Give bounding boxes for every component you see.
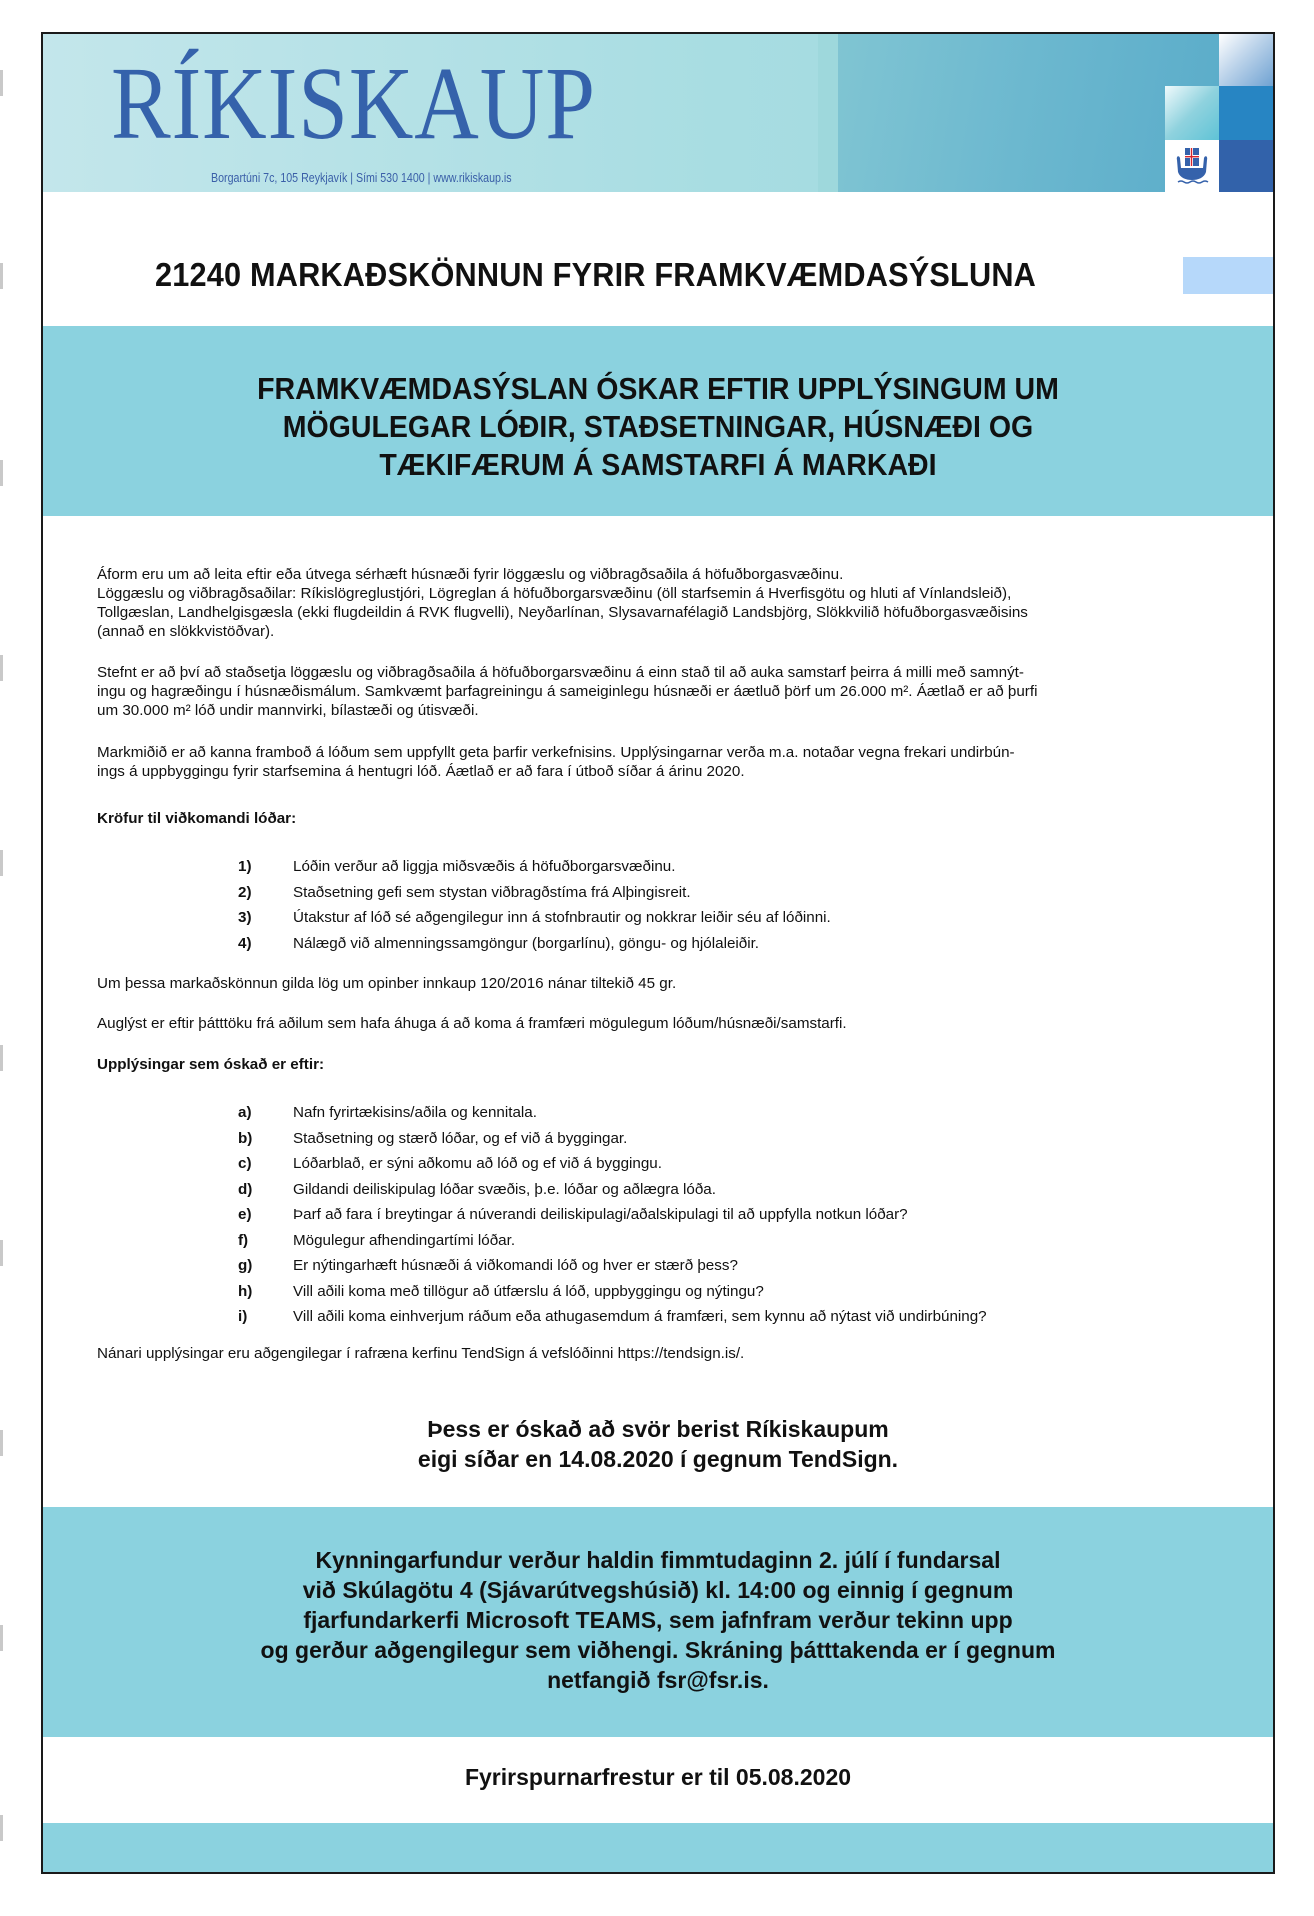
meeting-line: netfangið fsr@fsr.is. [547, 1667, 769, 1693]
decor-block [1219, 140, 1273, 192]
paragraph-line: Löggæslu og viðbragðsaðilar: Ríkislögreglustjóri, Lögreglan á höfuðborgarsvæðinu (öll starfsemin á Hverfisgötu og hluti af Vínlandsleið), [97, 585, 1012, 602]
headline-line: FRAMKVÆMDASÝSLAN ÓSKAR EFTIR UPPLÝSINGUM UM [257, 371, 1059, 406]
scan-edge-mark [0, 1430, 3, 1456]
list-text: Staðsetning gefi sem stystan viðbragðstíma frá Alþingisreit. [293, 883, 691, 901]
law-note: Um þessa markaðskönnun gilda lög um opinber innkaup 120/2016 nánar tiltekið 45 gr. [97, 975, 677, 992]
scan-edge-mark [0, 1045, 3, 1071]
list-item [238, 1129, 1238, 1155]
list-marker: f) [238, 1231, 249, 1249]
title-accent-block [1183, 257, 1273, 294]
intro-paragraph [97, 565, 1247, 641]
list-item [238, 1307, 1238, 1333]
decor-block [1219, 34, 1273, 86]
list-text: Gildandi deiliskipulag lóðar svæðis, þ.e. lóðar og aðlægra lóða. [293, 1180, 716, 1198]
paragraph-line: Markmiðið er að kanna framboð á lóðum sem uppfyllt geta þarfir verkefnisins. Upplýsingarnar verða m.a. notaðar vegna frekari undirbún- [97, 744, 1015, 761]
list-text: Þarf að fara í breytingar á núverandi deiliskipulagi/aðalskipulagi til að uppfylla notkun lóðar? [293, 1206, 908, 1223]
list-marker: 3) [238, 909, 252, 926]
headline-band [43, 326, 1273, 516]
list-text: Vill aðili koma einhverjum ráðum eða athugasemdum á framfæri, sem kynnu að nýtast við undirbúning? [293, 1308, 987, 1325]
decor-block [1165, 86, 1219, 140]
rikiskaup-logo: RÍKISKAUP [111, 46, 596, 161]
headline [43, 370, 1273, 484]
list-marker: e) [238, 1206, 252, 1223]
goal-paragraph [97, 663, 1247, 720]
participation-note: Auglýst er eftir þátttöku frá aðilum sem hafa áhuga á að koma á framfæri mögulegum lóðum/húsnæði/samstarfi. [97, 1015, 847, 1032]
list-item [238, 1154, 1238, 1180]
list-item [238, 1180, 1238, 1206]
document-page [41, 32, 1275, 1874]
response-deadline [43, 1414, 1273, 1474]
info-list [238, 1103, 1238, 1333]
list-text: Útakstur af lóð sé aðgengilegur inn á stofnbrautir og nokkrar leiðir séu af lóðinni. [293, 909, 831, 926]
document-title: 21240 MARKAÐSKÖNNUN FYRIR FRAMKVÆMDASÝSLUNA [155, 256, 1037, 293]
scan-edge-mark [0, 70, 3, 96]
list-text: Mögulegur afhendingartími lóðar. [293, 1231, 516, 1249]
decor-block [1219, 86, 1273, 140]
headline-line: MÖGULEGAR LÓÐIR, STAÐSETNINGAR, HÚSNÆÐI OG [282, 409, 1034, 444]
list-item [238, 857, 1238, 883]
paragraph-line: (annað en slökkvistöðvar). [97, 623, 275, 640]
paragraph-line: Áform eru um að leita eftir eða útvega sérhæft húsnæði fyrir löggæslu og viðbragðsaðila á höfuðborgasvæðinu. [97, 566, 844, 583]
list-marker: h) [238, 1282, 253, 1300]
list-marker: a) [238, 1104, 252, 1121]
paragraph-line: Stefnt er að því að staðsetja löggæslu og viðbragðsaðila á höfuðborgarsvæðinu á einn stað til að auka samstarf þeirra á milli með samnýt- [97, 664, 1024, 681]
meeting-line: við Skúlagötu 4 (Sjávarútvegshúsið) kl. 14:00 og einnig í gegnum [302, 1577, 1014, 1603]
letterhead-strip [818, 34, 838, 192]
requirements-list [238, 857, 1238, 959]
scan-edge-mark [0, 1625, 3, 1651]
scan-edge-mark [0, 655, 3, 681]
list-marker: 1) [238, 858, 252, 875]
list-marker: g) [238, 1257, 253, 1274]
scan-edge-mark [0, 1240, 3, 1266]
list-marker: d) [238, 1180, 253, 1198]
meeting-line: Kynningarfundur verður haldin fimmtudaginn 2. júlí í fundarsal [315, 1547, 1001, 1573]
meeting-line: og gerður aðgengilegur sem viðhengi. Skráning þátttakenda er í gegnum [260, 1637, 1056, 1663]
list-item [238, 1282, 1238, 1308]
purpose-paragraph [97, 743, 1247, 781]
list-item [238, 1103, 1238, 1129]
list-marker: 2) [238, 883, 252, 901]
list-item [238, 1205, 1238, 1231]
list-item [238, 883, 1238, 909]
list-text: Nafn fyrirtækisins/aðila og kennitala. [293, 1104, 537, 1121]
list-item [238, 934, 1238, 960]
scan-edge-mark [0, 1815, 3, 1841]
list-text: Er nýtingarhæft húsnæði á viðkomandi lóð og hver er stærð þess? [293, 1257, 738, 1274]
paragraph-line: ings á uppbyggingu fyrir starfsemina á hentugri lóð. Áætlað er að fara í útboð síðar á árinu 2020. [97, 763, 745, 780]
list-marker: 4) [238, 934, 252, 952]
meeting-band [43, 1507, 1273, 1737]
meeting-announcement [43, 1545, 1273, 1695]
meeting-line: fjarfundarkerfi Microsoft TEAMS, sem jafnfram verður tekinn upp [303, 1607, 1013, 1633]
list-marker: i) [238, 1308, 248, 1325]
list-item [238, 1256, 1238, 1282]
list-marker: c) [238, 1155, 252, 1172]
letterhead [43, 34, 1273, 192]
more-info-note: Nánari upplýsingar eru aðgengilegar í rafræna kerfinu TendSign á vefslóðinni https://tendsign.is/. [97, 1345, 745, 1362]
list-item [238, 1231, 1238, 1257]
requirements-heading: Kröfur til viðkomandi lóðar: [97, 810, 297, 827]
list-text: Staðsetning og stærð lóðar, og ef við á byggingar. [293, 1129, 628, 1147]
paragraph-line: um 30.000 m² lóð undir mannvirki, bílastæði og útisvæði. [97, 702, 479, 719]
list-text: Vill aðili koma með tillögur að útfærslu á lóð, uppbyggingu og nýtingu? [293, 1282, 764, 1300]
scan-edge-mark [0, 850, 3, 876]
paragraph-line: ingu og hagræðingu í húsnæðismálum. Samkvæmt þarfagreiningu á sameiginlegu húsnæði er áætluð þörf um 26.000 m². Áætlað er að þurfi [97, 683, 1038, 700]
headline-line: TÆKIFÆRUM Á SAMSTARFI Á MARKAÐI [379, 447, 937, 482]
letterhead-address: Borgartúni 7c, 105 Reykjavík | Sími 530 1400 | www.rikiskaup.is [211, 170, 512, 185]
scan-edge-mark [0, 263, 3, 289]
list-text: Lóðin verður að liggja miðsvæðis á höfuðborgarsvæðinu. [293, 858, 676, 875]
scan-edge-mark [0, 460, 3, 486]
viking-ship-flag-icon [1174, 146, 1210, 186]
list-item [238, 908, 1238, 934]
list-text: Nálægð við almenningssamgöngur (borgarlínu), göngu- og hjólaleiðir. [293, 934, 760, 952]
paragraph-line: Tollgæslan, Landhelgisgæsla (ekki flugdeildin á RVK flugvelli), Neyðarlínan, Slysavarnafélagið Landsbjörg, Slökkvilið höfuðborgasvæðisins [97, 604, 1028, 621]
deadline-line: eigi síðar en 14.08.2020 í gegnum TendSign. [417, 1446, 899, 1472]
list-marker: b) [238, 1129, 253, 1147]
deadline-line: Þess er óskað að svör berist Ríkiskaupum [427, 1416, 889, 1442]
questions-deadline: Fyrirspurnarfrestur er til 05.08.2020 [464, 1764, 852, 1790]
info-heading: Upplýsingar sem óskað er eftir: [97, 1056, 325, 1073]
list-text: Lóðarblað, er sýni aðkomu að lóð og ef við á byggingu. [293, 1155, 662, 1172]
footer-band [43, 1823, 1273, 1872]
